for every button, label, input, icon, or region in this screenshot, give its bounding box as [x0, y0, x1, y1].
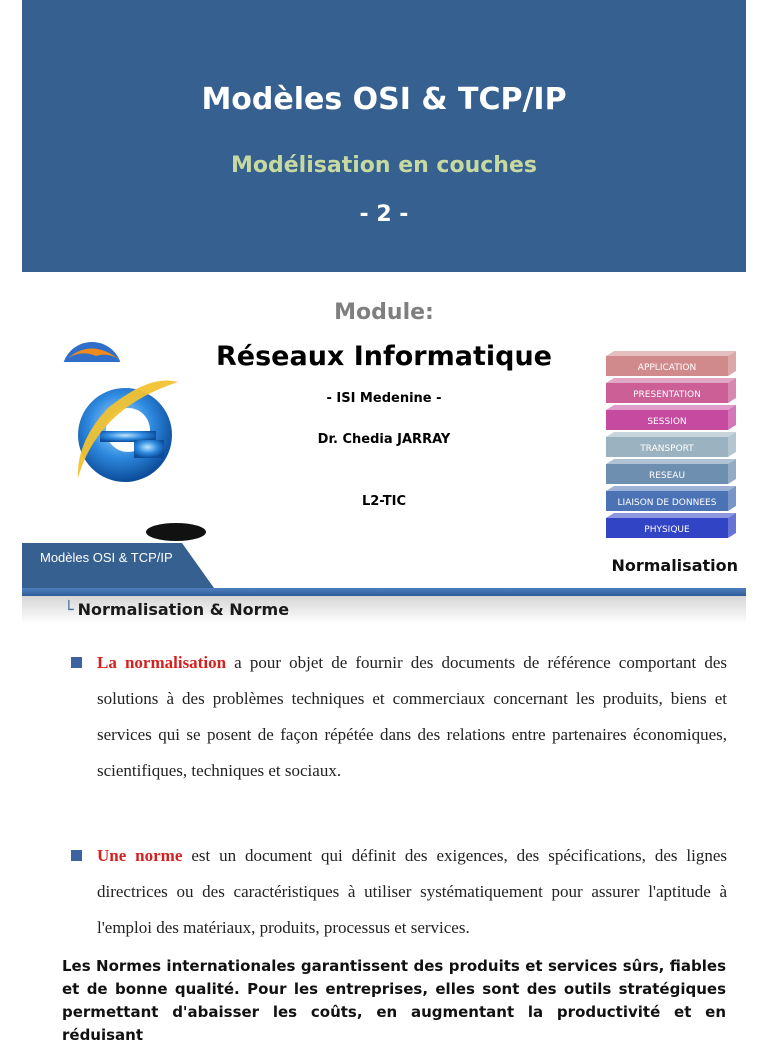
osi-layer-label: SESSION [647, 417, 687, 427]
osi-layer-stack [606, 350, 740, 542]
document-subtitle: Modélisation en couches [231, 153, 537, 178]
header-tab-label: Modèles OSI & TCP/IP [40, 550, 173, 565]
osi-layer-label: LIAISON DE DONNEES [617, 498, 717, 508]
osi-layer-session [606, 405, 736, 430]
bullet-term: La normalisation [97, 653, 227, 672]
osi-layer-physique [606, 513, 736, 538]
conclusion-paragraph: Les Normes internationales garantissent des produits et services sûrs, fiables et de bonne qualité. Pour les entreprises, elles sont des outils stratégiques permettant d'abaisser les coûts, en augmentant la productivité et en réduisant [62, 957, 726, 1044]
author: Dr. Chedia JARRAY [317, 432, 451, 447]
bullet-paragraph [97, 645, 727, 789]
document-title: Modèles OSI & TCP/IP [201, 82, 567, 117]
osi-layer-label: RESEAU [648, 471, 686, 481]
module-name: Réseaux Informatique [216, 341, 552, 372]
chapter-number: - 2 - [359, 202, 409, 227]
bullet-term: Une norme [97, 846, 183, 865]
bullet-paragraph [97, 838, 727, 946]
module-label: Module: [334, 300, 434, 325]
subheading [64, 600, 289, 619]
bullet-text: a pour objet de fournir des documents de référence comportant des solutions à des problèmes techniques et commerciaux concernant les produits, biens et services qui se posent de façon répétée dans des relations entre partenaires économiques, scientifiques, techniques et sociaux. [97, 653, 727, 780]
title-banner [22, 0, 746, 272]
bullet-square-icon [71, 657, 82, 668]
header-divider [22, 588, 746, 596]
osi-layer-reseau [606, 459, 736, 484]
osi-layer-label: TRANSPORT [640, 444, 694, 454]
bullet-text: est un document qui définit des exigences, des spécifications, des lignes directrices ou des caractéristiques à utiliser systématiquement pour assurer l'aptitude à l'emploi des matériaux, produits, processus et services. [97, 846, 728, 937]
osi-layer-presentation [606, 378, 736, 403]
institution: - ISI Medenine - [326, 391, 442, 406]
bullet-square-icon [71, 850, 82, 861]
corner-arrow-icon: └ [64, 600, 74, 619]
osi-layer-liaison-de-donnees [606, 486, 736, 511]
osi-layer-label: APPLICATION [637, 363, 697, 373]
osi-layer-transport [606, 432, 736, 457]
section-title: Normalisation [611, 556, 738, 575]
level: L2-TIC [361, 494, 407, 509]
osi-layer-label: PHYSIQUE [644, 525, 690, 535]
osi-layer-application [606, 351, 736, 376]
subheading-text: Normalisation & Norme [77, 600, 290, 619]
osi-layer-label: PRESENTATION [633, 390, 701, 400]
